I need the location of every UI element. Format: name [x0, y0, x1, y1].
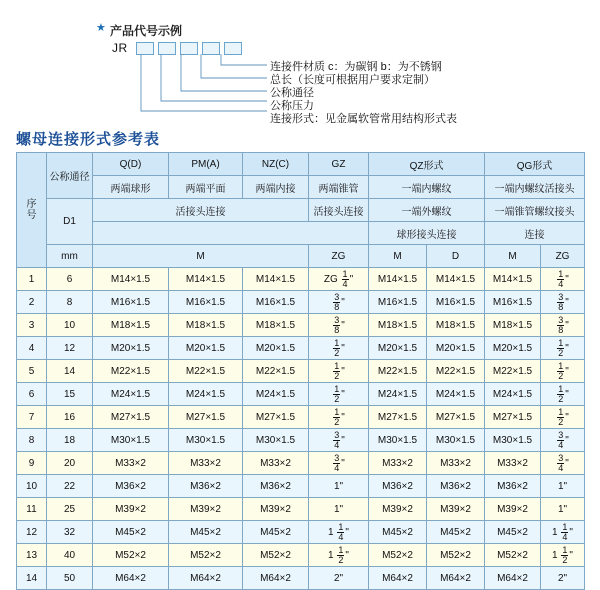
header-sub-qg: 一端内螺纹活接头 [485, 176, 585, 199]
cell-qd: M52×2 [93, 544, 169, 567]
cell-nz: M45×2 [243, 521, 309, 544]
cell-dn: 16 [47, 406, 93, 429]
cell-qg-zg: $\frac{3}{8}$ " [541, 314, 585, 337]
cell-gz: $\frac{1}{2}$ " [309, 406, 369, 429]
cell-dn: 10 [47, 314, 93, 337]
cell-nz: M52×2 [243, 544, 309, 567]
cell-qz-m: M36×2 [369, 475, 427, 498]
cell-gz: $\frac{3}{8}$ " [309, 314, 369, 337]
code-box [180, 42, 198, 55]
cell-qz-d: M22×1.5 [427, 360, 485, 383]
cell-seq: 8 [17, 429, 47, 452]
cell-qz-d: M20×1.5 [427, 337, 485, 360]
cell-dn: 20 [47, 452, 93, 475]
cell-pm: M22×1.5 [169, 360, 243, 383]
cell-qz-m: M45×2 [369, 521, 427, 544]
cell-seq: 5 [17, 360, 47, 383]
header-qg-link: 连接 [485, 222, 585, 245]
header-sub-nz: 两端内接 [243, 176, 309, 199]
cell-seq: 11 [17, 498, 47, 521]
header-unit-zg-qg: ZG [541, 245, 585, 268]
table-row [17, 268, 585, 291]
cell-pm: M18×1.5 [169, 314, 243, 337]
cell-qg-m: M45×2 [485, 521, 541, 544]
cell-pm: M33×2 [169, 452, 243, 475]
header-seq-line1: 序 [26, 199, 37, 210]
header-seq [17, 153, 47, 268]
cell-seq: 6 [17, 383, 47, 406]
cell-pm: M20×1.5 [169, 337, 243, 360]
cell-nz: M22×1.5 [243, 360, 309, 383]
cell-qz-d: M30×1.5 [427, 429, 485, 452]
legend-item-length: 总长（长度可根据用户要求定制） [270, 74, 435, 86]
cell-qz-d: M16×1.5 [427, 291, 485, 314]
table-row [17, 475, 585, 498]
cell-qd: M20×1.5 [93, 337, 169, 360]
cell-qz-m: M14×1.5 [369, 268, 427, 291]
cell-qd: M39×2 [93, 498, 169, 521]
cell-dn: 32 [47, 521, 93, 544]
cell-qg-m: M14×1.5 [485, 268, 541, 291]
table-row [17, 383, 585, 406]
cell-qd: M30×1.5 [93, 429, 169, 452]
cell-seq: 9 [17, 452, 47, 475]
cell-gz: 1" [309, 498, 369, 521]
cell-dn: 18 [47, 429, 93, 452]
code-box [136, 42, 154, 55]
spec-table-wrap [16, 152, 584, 590]
cell-nz: M18×1.5 [243, 314, 309, 337]
cell-qg-m: M52×2 [485, 544, 541, 567]
cell-seq: 12 [17, 521, 47, 544]
table-row [17, 429, 585, 452]
header-group-qg: QG形式 [485, 153, 585, 176]
cell-qz-d: M27×1.5 [427, 406, 485, 429]
cell-nz: M14×1.5 [243, 268, 309, 291]
cell-qd: M64×2 [93, 567, 169, 590]
product-code-boxes [136, 42, 242, 55]
cell-qz-d: M33×2 [427, 452, 485, 475]
header-qz-connection: 一端外螺纹 [369, 199, 485, 222]
header-unit-zg-gz: ZG [309, 245, 369, 268]
cell-qz-d: M24×1.5 [427, 383, 485, 406]
cell-qg-m: M20×1.5 [485, 337, 541, 360]
table-header [17, 153, 585, 268]
cell-qd: M36×2 [93, 475, 169, 498]
cell-dn: 12 [47, 337, 93, 360]
header-group-qd: Q(D) [93, 153, 169, 176]
cell-qz-d: M45×2 [427, 521, 485, 544]
header-row-connection [17, 199, 585, 222]
cell-nz: M30×1.5 [243, 429, 309, 452]
cell-qg-zg: 1 $\frac{1}{2}$ " [541, 544, 585, 567]
cell-dn: 22 [47, 475, 93, 498]
cell-qg-m: M30×1.5 [485, 429, 541, 452]
cell-qd: M27×1.5 [93, 406, 169, 429]
cell-pm: M64×2 [169, 567, 243, 590]
cell-qz-m: M52×2 [369, 544, 427, 567]
header-group-gz: GZ [309, 153, 369, 176]
cell-qd: M33×2 [93, 452, 169, 475]
header-dn: 公称通径 [47, 153, 93, 199]
cell-qd: M14×1.5 [93, 268, 169, 291]
cell-qg-m: M33×2 [485, 452, 541, 475]
header-unit-m-left: M [93, 245, 309, 268]
table-body [17, 268, 585, 590]
table-row [17, 567, 585, 590]
cell-qg-zg: $\frac{1}{2}$ " [541, 406, 585, 429]
cell-qg-m: M27×1.5 [485, 406, 541, 429]
cell-qz-m: M24×1.5 [369, 383, 427, 406]
table-title: 螺母连接形式参考表 [16, 131, 161, 148]
cell-qz-m: M20×1.5 [369, 337, 427, 360]
cell-pm: M45×2 [169, 521, 243, 544]
cell-gz: 1 $\frac{1}{2}$ " [309, 544, 369, 567]
nut-connection-spec-table [16, 152, 585, 590]
header-qz-ball: 球形接头连接 [369, 222, 485, 245]
cell-qd: M18×1.5 [93, 314, 169, 337]
legend-item-diameter: 公称通径 [270, 87, 314, 99]
legend-item-material: 连接件材质 c：为碳钢 b：为不锈钢 [270, 61, 442, 73]
cell-pm: M39×2 [169, 498, 243, 521]
cell-dn: 50 [47, 567, 93, 590]
header-unit-m-qz: M [369, 245, 427, 268]
cell-qz-m: M22×1.5 [369, 360, 427, 383]
header-row-groups [17, 153, 585, 176]
header-sub-pm: 两端平面 [169, 176, 243, 199]
cell-qg-m: M22×1.5 [485, 360, 541, 383]
cell-seq: 10 [17, 475, 47, 498]
table-row [17, 291, 585, 314]
cell-seq: 3 [17, 314, 47, 337]
cell-pm: M52×2 [169, 544, 243, 567]
cell-qz-m: M18×1.5 [369, 314, 427, 337]
cell-qg-zg: $\frac{1}{2}$ " [541, 337, 585, 360]
cell-seq: 14 [17, 567, 47, 590]
cell-qz-d: M64×2 [427, 567, 485, 590]
cell-nz: M20×1.5 [243, 337, 309, 360]
cell-pm: M30×1.5 [169, 429, 243, 452]
header-gz-connection: 活接头连接 [309, 199, 369, 222]
cell-qg-m: M36×2 [485, 475, 541, 498]
cell-dn: 6 [47, 268, 93, 291]
product-code-legend [0, 0, 600, 130]
cell-seq: 1 [17, 268, 47, 291]
header-d1: D1 [47, 199, 93, 245]
cell-qg-m: M64×2 [485, 567, 541, 590]
cell-seq: 7 [17, 406, 47, 429]
header-group-pm: PM(A) [169, 153, 243, 176]
cell-gz: $\frac{1}{2}$ " [309, 337, 369, 360]
cell-dn: 14 [47, 360, 93, 383]
header-sub-qd: 两端球形 [93, 176, 169, 199]
cell-qg-m: M16×1.5 [485, 291, 541, 314]
cell-dn: 8 [47, 291, 93, 314]
cell-qg-zg: $\frac{1}{4}$ " [541, 268, 585, 291]
cell-nz: M33×2 [243, 452, 309, 475]
cell-gz: ZG $\frac{1}{4}$ " [309, 268, 369, 291]
cell-qg-zg: $\frac{3}{4}$ " [541, 452, 585, 475]
header-left-connection: 活接头连接 [93, 199, 309, 222]
header-seq-line2: 号 [26, 210, 37, 221]
legend-title: 产品代号示例 [110, 24, 183, 38]
legend-item-connection: 连接形式：见金属软管常用结构形式表 [270, 113, 457, 125]
cell-qz-m: M33×2 [369, 452, 427, 475]
table-row [17, 314, 585, 337]
cell-dn: 25 [47, 498, 93, 521]
table-row [17, 521, 585, 544]
cell-qg-m: M18×1.5 [485, 314, 541, 337]
cell-qd: M16×1.5 [93, 291, 169, 314]
cell-qg-zg: $\frac{3}{4}$ " [541, 429, 585, 452]
cell-qg-zg: 2" [541, 567, 585, 590]
header-sub-qz: 一端内螺纹 [369, 176, 485, 199]
cell-qd: M24×1.5 [93, 383, 169, 406]
table-row [17, 544, 585, 567]
cell-gz: $\frac{3}{4}$ " [309, 452, 369, 475]
cell-gz: $\frac{1}{2}$ " [309, 383, 369, 406]
cell-qz-m: M27×1.5 [369, 406, 427, 429]
code-box [158, 42, 176, 55]
cell-nz: M39×2 [243, 498, 309, 521]
cell-qz-m: M30×1.5 [369, 429, 427, 452]
cell-nz: M27×1.5 [243, 406, 309, 429]
cell-qz-d: M39×2 [427, 498, 485, 521]
header-unit-m-qg: M [485, 245, 541, 268]
cell-qg-zg: $\frac{1}{2}$ " [541, 383, 585, 406]
header-group-nz: NZ(C) [243, 153, 309, 176]
table-row [17, 498, 585, 521]
cell-seq: 13 [17, 544, 47, 567]
header-unit-mm: mm [47, 245, 93, 268]
cell-qz-m: M16×1.5 [369, 291, 427, 314]
cell-qz-m: M39×2 [369, 498, 427, 521]
table-row [17, 452, 585, 475]
cell-gz: $\frac{3}{4}$ " [309, 429, 369, 452]
header-unit-d-qz: D [427, 245, 485, 268]
cell-nz: M24×1.5 [243, 383, 309, 406]
cell-qz-d: M18×1.5 [427, 314, 485, 337]
cell-qg-m: M24×1.5 [485, 383, 541, 406]
cell-pm: M27×1.5 [169, 406, 243, 429]
header-qg-connection: 一端锥管螺纹接头 [485, 199, 585, 222]
cell-pm: M36×2 [169, 475, 243, 498]
cell-nz: M16×1.5 [243, 291, 309, 314]
cell-qg-zg: 1 $\frac{1}{4}$ " [541, 521, 585, 544]
header-row-d1 [17, 222, 585, 245]
cell-dn: 15 [47, 383, 93, 406]
cell-nz: M36×2 [243, 475, 309, 498]
cell-qz-d: M52×2 [427, 544, 485, 567]
header-row-units [17, 245, 585, 268]
header-sub-gz: 两端锥管 [309, 176, 369, 199]
cell-qg-m: M39×2 [485, 498, 541, 521]
header-group-qz: QZ形式 [369, 153, 485, 176]
cell-qd: M22×1.5 [93, 360, 169, 383]
cell-qg-zg: 1" [541, 475, 585, 498]
cell-pm: M24×1.5 [169, 383, 243, 406]
cell-gz: $\frac{3}{8}$ " [309, 291, 369, 314]
cell-qd: M45×2 [93, 521, 169, 544]
cell-qg-zg: 1" [541, 498, 585, 521]
header-row-subtitles [17, 176, 585, 199]
product-code-prefix: JR [112, 41, 128, 55]
code-box [202, 42, 220, 55]
cell-qg-zg: $\frac{3}{8}$ " [541, 291, 585, 314]
header-blank-left [93, 222, 369, 245]
cell-qz-m: M64×2 [369, 567, 427, 590]
code-box [224, 42, 242, 55]
cell-gz: 1 $\frac{1}{4}$ " [309, 521, 369, 544]
cell-qz-d: M36×2 [427, 475, 485, 498]
cell-nz: M64×2 [243, 567, 309, 590]
cell-qz-d: M14×1.5 [427, 268, 485, 291]
cell-pm: M14×1.5 [169, 268, 243, 291]
legend-item-pressure: 公称压力 [270, 100, 314, 112]
cell-qg-zg: $\frac{1}{2}$ " [541, 360, 585, 383]
table-row [17, 406, 585, 429]
table-row [17, 360, 585, 383]
cell-gz: 1" [309, 475, 369, 498]
table-row [17, 337, 585, 360]
cell-pm: M16×1.5 [169, 291, 243, 314]
star-icon: ★ [96, 22, 106, 34]
cell-gz: 2" [309, 567, 369, 590]
cell-dn: 40 [47, 544, 93, 567]
cell-seq: 2 [17, 291, 47, 314]
cell-seq: 4 [17, 337, 47, 360]
cell-gz: $\frac{1}{2}$ " [309, 360, 369, 383]
